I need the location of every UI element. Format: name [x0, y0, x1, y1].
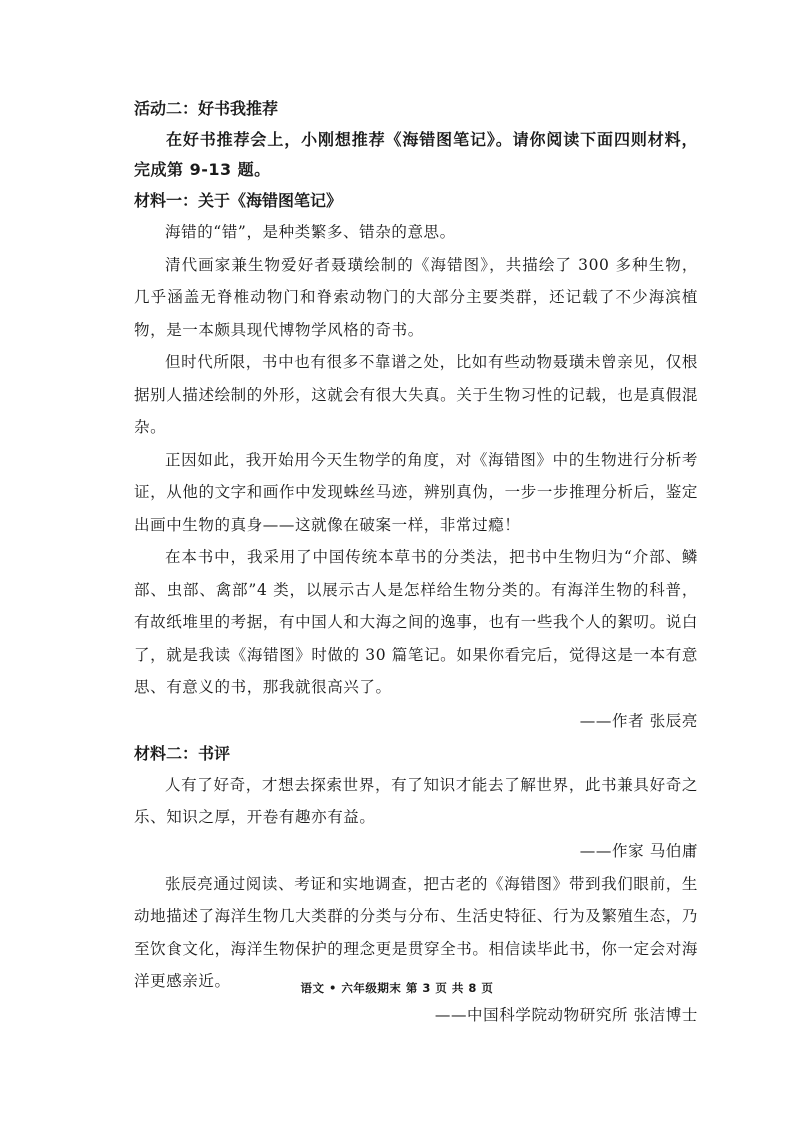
material-1-heading: 材料一：关于《海错图笔记》 [134, 191, 343, 210]
material-2-heading: 材料二：书评 [134, 743, 231, 763]
material-1-paragraph: 海错的“错”，是种类繁多、错杂的意思。 [165, 223, 456, 241]
material-1-paragraph: 但时代所限，书中也有很多不靠谱之处，比如有些动物聂璜未曾亲见，仅根据别人描述绘制的外形，这就会有很大失真。关于生物习性的记载，也是真假混杂。 [134, 353, 698, 436]
document-body [134, 92, 698, 1032]
book-review: 张辰亮通过阅读、考证和实地调查，把古老的《海错图》带到我们眼前，生动地描述了海洋生物几大类群的分类与分布、生活史特征、行为及繁殖生态，乃至饮食文化，海洋生物保护的理念更是贯穿全书。相信读毕此书，你一定会对海洋更感亲近。 [134, 874, 698, 990]
book-review: 人有了好奇，才想去探索世界，有了知识才能去了解世界，此书兼具好奇之乐、知识之厚，开卷有趣亦有益。 [134, 775, 698, 826]
activity-title: 活动二：好书我推荐 [134, 99, 279, 118]
author-signature: ——作者 张辰亮 [579, 711, 698, 730]
material-1-paragraph: 正因如此，我开始用今天生物学的角度，对《海错图》中的生物进行分析考证，从他的文字和画作中发现蛛丝马迹，辨别真伪，一步一步推理分析后，鉴定出画中生物的真身——这就像在破案一样，非常过瘾！ [134, 450, 698, 534]
activity-intro: 在好书推荐会上，小刚想推荐《海错图笔记》。请你阅读下面四则材料，完成第 9-13 题。 [134, 130, 698, 179]
reviewer-signature: ——作家 马伯庸 [579, 841, 698, 860]
reviewer-signature: ——中国科学院动物研究所 张洁博士 [434, 1005, 698, 1024]
page-footer: 语文 • 六年级期末 第 3 页 共 8 页 [300, 981, 494, 995]
material-1-paragraph: 在本书中，我采用了中国传统本草书的分类法，把书中生物归为“介部、鳞部、虫部、禽部”4 类，以展示古人是怎样给生物分类的。有海洋生物的科普，有故纸堆里的考据，有中国人和大海之间的逸事，也有一些我个人的絮叨。说白了，就是我读《海错图》时做的 30 篇笔记。如果你看完后，觉得这是一本有意思、有意义的书，那我就很高兴了。 [134, 548, 698, 696]
material-1-paragraph: 清代画家兼生物爱好者聂璜绘制的《海错图》，共描绘了 300 多种生物，几乎涵盖无脊椎动物门和脊索动物门的大部分主要类群，还记载了不少海滨植物，是一本颇具现代博物学风格的奇书。 [134, 255, 698, 339]
